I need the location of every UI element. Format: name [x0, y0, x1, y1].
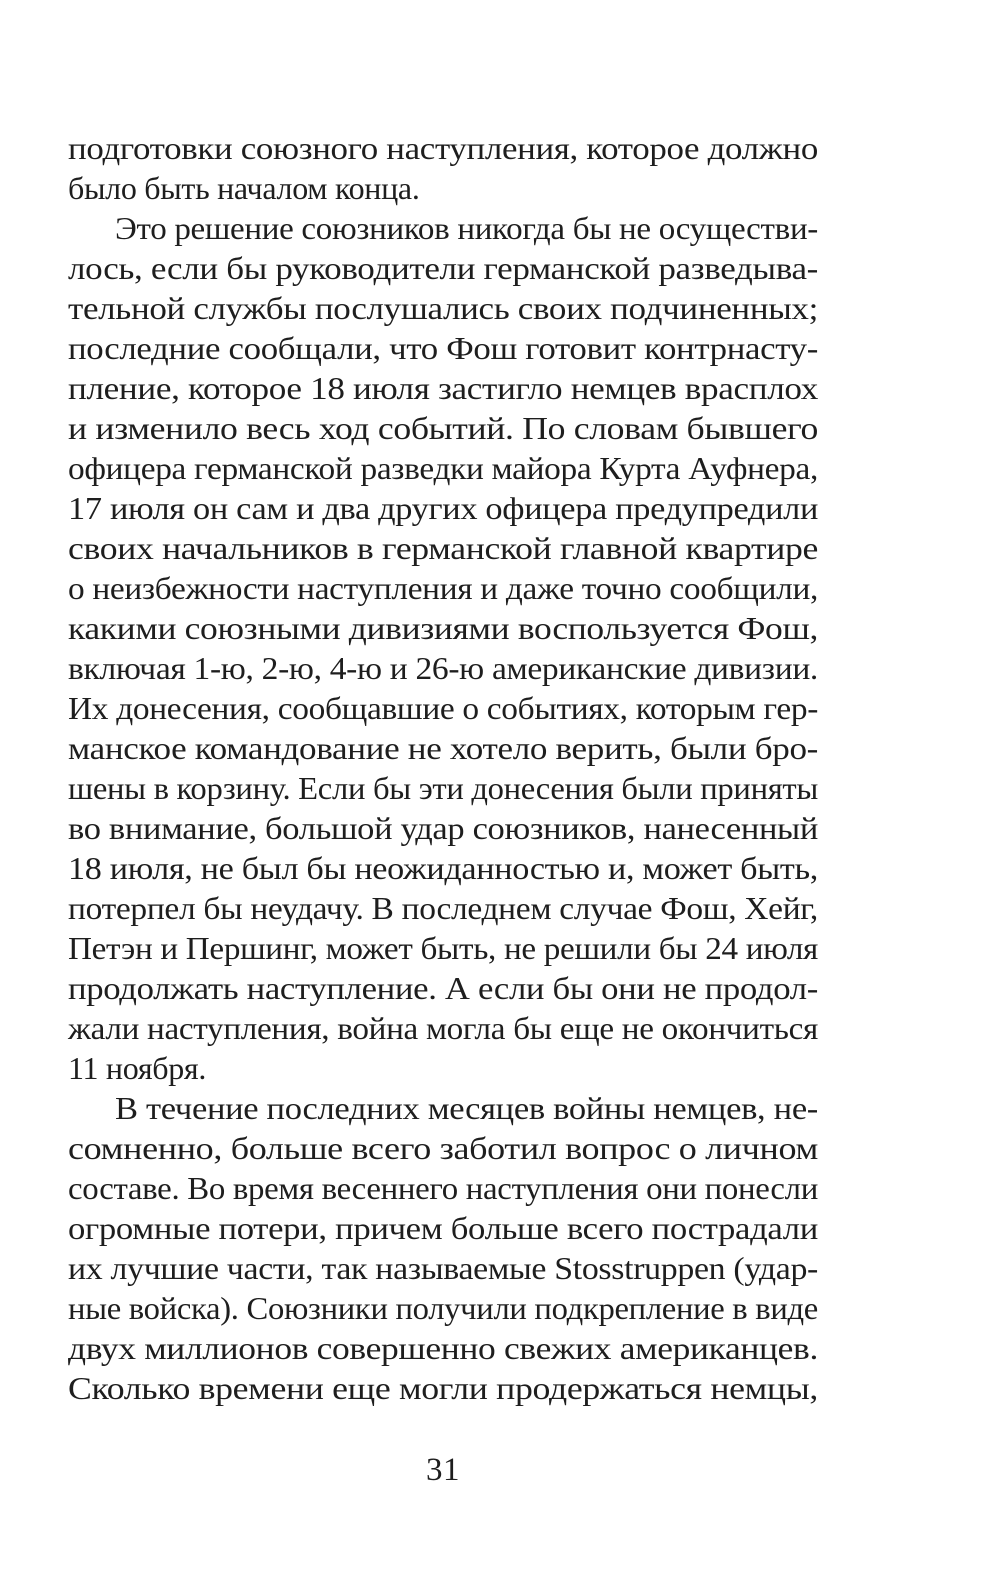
text-line-content: лось, если бы руководители германской разведыва- — [68, 250, 818, 286]
text-line-content: шены в корзину. Если бы эти донесения были приняты — [68, 770, 818, 806]
text-line-content: пление, которое 18 июля застигло немцев врасплох — [68, 370, 818, 406]
text-line-content: Это решение союзников никогда бы не осуществи- — [115, 210, 818, 246]
page-number: 31 — [426, 1452, 460, 1488]
text-line-content: жали наступления, война могла бы еще не окончиться — [68, 1010, 819, 1046]
text-line — [68, 488, 818, 528]
text-line — [68, 848, 818, 888]
text-line — [68, 1248, 818, 1288]
text-line-content: ные войска). Союзники получили подкрепление в виде — [68, 1290, 818, 1326]
text-line-content: включая 1-ю, 2-ю, 4-ю и 26-ю американские дивизии. — [68, 650, 818, 686]
text-line-content: 11 ноября. — [68, 1050, 207, 1086]
text-line — [68, 248, 818, 288]
text-line — [68, 808, 818, 848]
text-line-content: их лучшие части, так называемые Stosstruppen (удар- — [68, 1250, 818, 1286]
text-line-content: огромные потери, причем больше всего пострадали — [68, 1210, 818, 1246]
text-line — [68, 568, 818, 608]
text-line — [68, 168, 818, 208]
text-line — [68, 328, 818, 368]
text-line — [68, 688, 818, 728]
text-line — [68, 408, 818, 448]
text-line-content: составе. Во время весеннего наступления они понесли — [68, 1170, 818, 1206]
text-line — [68, 1168, 818, 1208]
text-line — [68, 1208, 818, 1248]
text-line-content: В течение последних месяцев войны немцев, не- — [115, 1090, 818, 1126]
text-line — [68, 368, 818, 408]
text-line-content: подготовки союзного наступления, которое должно — [68, 130, 818, 166]
text-line-content: во внимание, большой удар союзников, нанесенный — [68, 810, 818, 846]
text-line-content: 17 июля он сам и два других офицера предупредили — [68, 490, 818, 526]
text-line — [68, 1328, 818, 1368]
text-line — [68, 1368, 818, 1408]
text-line-content: последние сообщали, что Фош готовит контрнасту- — [68, 330, 818, 366]
text-line — [68, 128, 818, 168]
text-line — [68, 648, 818, 688]
text-line — [68, 1088, 818, 1128]
text-line — [68, 768, 818, 808]
text-line — [68, 208, 818, 248]
text-line — [68, 1288, 818, 1328]
text-line-content: Их донесения, сообщавшие о событиях, которым гер- — [68, 690, 818, 726]
text-line-content: манское командование не хотело верить, были бро- — [68, 730, 818, 766]
text-line-content: сомненно, больше всего заботил вопрос о личном — [68, 1130, 818, 1166]
text-line — [68, 1048, 818, 1088]
text-line-content: какими союзными дивизиями воспользуется Фош, — [68, 610, 818, 646]
text-line — [68, 1128, 818, 1168]
text-line-content: Сколько времени еще могли продержаться немцы, — [68, 1370, 818, 1406]
text-line — [68, 288, 818, 328]
text-line-content: двух миллионов совершенно свежих американцев. — [68, 1330, 818, 1366]
text-line-content: о неизбежности наступления и даже точно сообщили, — [68, 570, 819, 606]
text-line-content: и изменило весь ход событий. По словам бывшего — [68, 410, 818, 446]
text-line — [68, 448, 818, 488]
text-line — [68, 608, 818, 648]
text-line-content: продолжать наступление. А если бы они не продол- — [68, 970, 818, 1006]
text-line-content: своих начальников в германской главной квартире — [68, 530, 818, 566]
text-line — [68, 928, 818, 968]
text-line — [68, 728, 818, 768]
text-line — [68, 888, 818, 928]
text-line — [68, 1008, 818, 1048]
text-line — [68, 968, 818, 1008]
text-line — [68, 528, 818, 568]
text-line-content: было быть началом конца. — [68, 170, 420, 206]
text-line-content: тельной службы послушались своих подчиненных; — [68, 290, 818, 326]
text-line-content: Петэн и Першинг, может быть, не решили бы 24 июля — [68, 930, 818, 966]
text-line-content: офицера германской разведки майора Курта Ауфнера, — [68, 450, 819, 486]
text-line-content: 18 июля, не был бы неожиданностью и, может быть, — [68, 850, 818, 886]
text-line-content: потерпел бы неудачу. В последнем случае Фош, Хейг, — [68, 890, 818, 926]
page-text — [68, 128, 818, 1408]
